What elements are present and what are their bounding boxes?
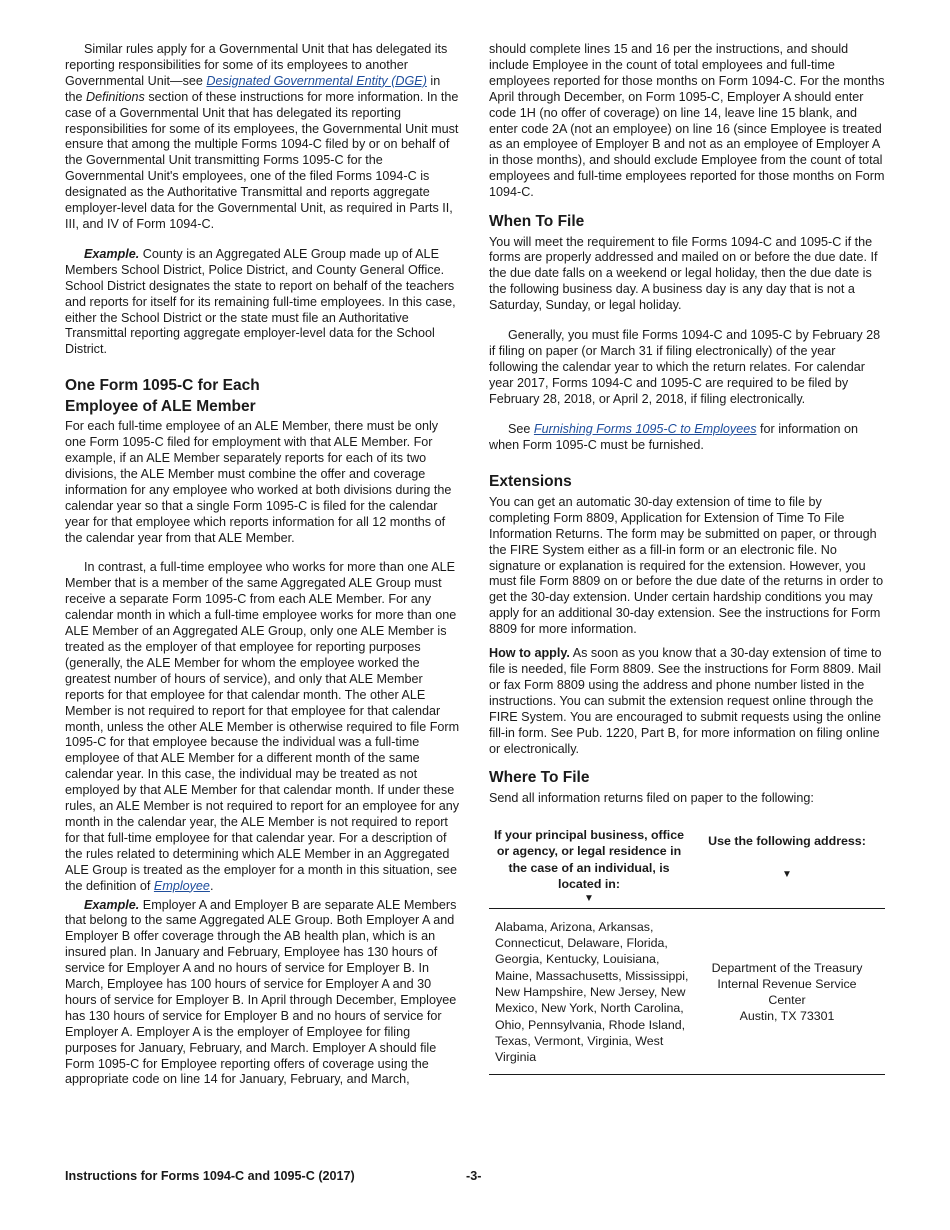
page-number: -3-: [466, 1169, 482, 1183]
when-to-file-heading: When To File: [489, 213, 585, 231]
county-example-paragraph: Example. County is an Aggregated ALE Group made up of ALE Members School District, Police District, and County General Office. School District designates the state to report on behalf of the teachers and reports for itself for its remaining full-time employees. In this case, either the School District or the state must file an Authoritative Transmittal reporting aggregate employer-level data for the School District.: [65, 246, 456, 357]
aggregated-group-paragraph: In contrast, a full-time employee who works for more than one ALE Member that is a member of the same Aggregated ALE Group must receive a separate Form 1095-C from each ALE Member. For any calendar month in which a full-time employee works for more than one ALE Member of an Aggregated ALE Group, only one ALE Member is treated as the employer of that employee for reporting purposes (generally, the ALE Member for whom the employee worked the greatest number of hours of service), and only that ALE Member reports for that employee for that calendar month. The other ALE Member is not required to report for that employee for that calendar month, unless the other ALE Member is otherwise required to file Form 1095-C for that employee because the individual was a full-time employee of that ALE Member for a different month of the same calendar year. In this case, the individual may be treated as not employed by that ALE Member for that calendar month. If under these rules, an ALE Member is not required to report for an employee for any month in the calendar year, the ALE Member is not required to report for that full-time employee for that calendar year. For a description of the rules related to determining which ALE Member in an Aggregated ALE Group is treated as the employer for a month in this situation, see the definition of Employee.: [65, 560, 460, 893]
one-form-paragraph: For each full-time employee of an ALE Member, there must be only one Form 1095-C filed for employment with that ALE Member. For example, if an ALE Member separately reports for each of its two divisions, the ALE Member must combine the offer and coverage information for any employee who worked at both divisions during the calendar year so that a single Form 1095-C is filed for the calendar year for that employee which reports information for all 12 months of the calendar year from that ALE Member.: [65, 419, 452, 545]
page-footer: [65, 1169, 885, 1185]
how-to-apply-paragraph: How to apply. As soon as you know that a 30-day extension of time to file is needed, file Form 8809. See the instructions for Form 8809. Mail or fax Form 8809 using the address and phone number listed in the instructions. You can submit the extension request online through the FIRE System. You are encouraged to submit requests using the online fill-in form. See Pub. 1220, Part B, for more information on filing online or electronically.: [489, 646, 882, 756]
states-cell: Alabama, Arizona, Arkansas, Connecticut, Delaware, Florida, Georgia, Kentucky, Louisiana, Maine, Massachusetts, Mississippi, New Hampshire, New Jersey, New Mexico, New York, North Carolina, Ohio, Pennsylvania, Rhode Island, Texas, Vermont, Virginia, West Virginia: [495, 919, 689, 1065]
when-to-file-paragraph-2: Generally, you must file Forms 1094-C and 1095-C by February 28 if filing on paper (or March 31 if filing electronically) of the year following the calendar year to which the return relates. For calendar year 2017, Forms 1094-C and 1095-C are required to be filed by February 28, 2018, or April 2, 2018, if filing electronically.: [489, 328, 881, 406]
when-to-file-paragraph-1: You will meet the requirement to file Forms 1094-C and 1095-C if the forms are properly addressed and mailed on or before the due date. If the due date falls on a weekend or legal holiday, then the due date is the following business day. A business day is any day that is not a Saturday, Sunday, or legal holiday.: [489, 234, 878, 313]
one-form-heading: One Form 1095-C for Each Employee of ALE Member: [65, 377, 260, 415]
where-to-file-paragraph: Send all information returns filed on paper to the following:: [489, 790, 814, 805]
where-to-file-heading: Where To File: [489, 769, 590, 787]
extensions-paragraph-1: You can get an automatic 30-day extension of time to file by completing Form 8809, Application for Extension of Time To File Information Returns. The form may be submitted on paper, or through the FIRE System either as a fill-in form or an electronic file. No signature or explanation is required for the extension. However, you must file Form 8809 on or before the due date of the returns in order to get the 30-day extension. Under certain hardship conditions you may apply for an additional 30-day extension. See the instructions for Form 8809 for more information.: [489, 494, 884, 637]
left-column: [65, 42, 460, 1088]
table-header: [489, 827, 885, 909]
address-cell: Department of the Treasury Internal Revenue Service Center Austin, TX 73301: [711, 960, 863, 1024]
employer-ab-example-paragraph: Example. Employer A and Employer B are separate ALE Members that belong to the same Aggregated ALE Group. Both Employer A and Employer B offer coverage through the AB health plan, which is an insured plan. In January and February, Employee has 130 hours of service for Employer A and no hours of service for Employer B. In March, Employee has 100 hours of service for Employer A and 30 hours of service for Employer B. In April through December, Employee has 130 hours of service for Employer B and no hours of service for Employer A. Employer A is the employer of Employee for filing purposes for January, February, and March. Employer A should file Form 1095-C for Employee reporting offers of coverage using the appropriate code on line 14 for January, February, and March,: [65, 897, 457, 1087]
extensions-heading: Extensions: [489, 473, 572, 491]
furnishing-forms-link[interactable]: Furnishing Forms 1095-C to Employees: [533, 421, 757, 436]
continued-paragraph: should complete lines 15 and 16 per the instructions, and should include Employee in the count of total employees and full-time employees reported for those months on Form 1094-C. For the months April through December, on Form 1095-C, Employer A should enter code 1H (no offer of coverage) on line 14, leave line 15 blank, and enter code 2A (not an employee) on line 16 (since Employee is treated as an employee of Employer B and not as an employee of Employer A in those months), and should exclude Employee from the count of total employees and full-time employees reported for those months on Form 1094-C.: [489, 42, 885, 200]
employee-link[interactable]: Employee: [153, 878, 210, 893]
dge-link[interactable]: Designated Governmental Entity (DGE): [206, 73, 427, 88]
filing-address-table: [489, 827, 885, 1075]
location-column-header: If your principal business, office or agency, or legal residence in the case of an individual, is located in: ▼: [489, 827, 689, 904]
right-column: [489, 42, 885, 1075]
footer-title: Instructions for Forms 1094-C and 1095-C (2017): [65, 1169, 355, 1183]
when-to-file-paragraph-3: See Furnishing Forms 1095-C to Employees for information on when Form 1095-C must be furnished.: [489, 421, 859, 452]
address-column-header: Use the following address: ▼: [689, 833, 885, 899]
down-arrow-icon: ▼: [782, 869, 792, 881]
governmental-unit-paragraph: Similar rules apply for a Governmental Unit that has delegated its reporting responsibilities for some of its employees to another Governmental Unit—see Designated Governmental Entity (DGE) in the Definitions section of these instructions for more information. In the case of a Governmental Unit that has delegated its reporting responsibilities for some of its employees, the Governmental Unit must ensure that among the multiple Forms 1094-C filed by or on behalf of the Governmental Unit transmitting Forms 1095-C for the Governmental Unit's employees, one of the filed Forms 1094-C is designated as the Authoritative Transmittal and reports aggregate employer-level data for the Governmental Unit, as required in Parts II, III, and IV of Form 1094-C.: [65, 42, 459, 231]
down-arrow-icon: ▼: [584, 892, 594, 904]
table-row: [489, 909, 885, 1075]
